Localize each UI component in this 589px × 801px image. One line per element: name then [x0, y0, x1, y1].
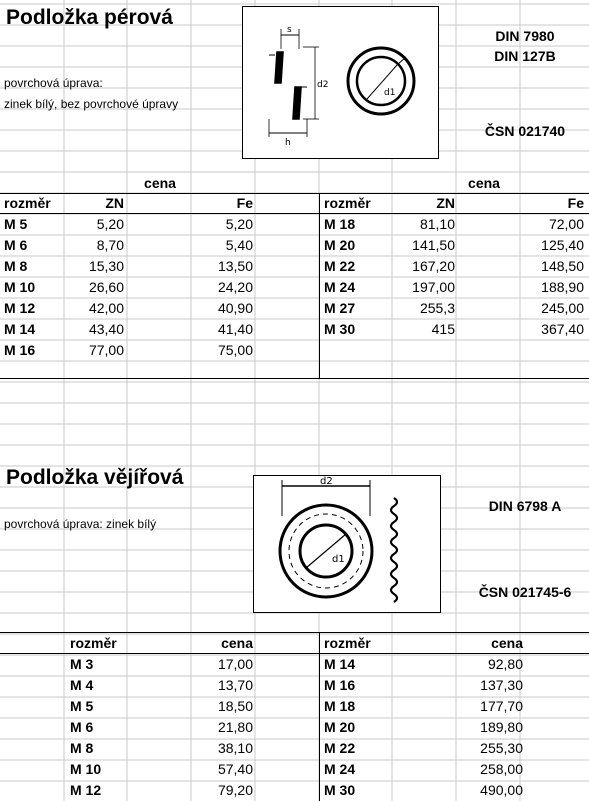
row-zn-price: 415 — [431, 321, 455, 337]
row-zn-price: 26,60 — [88, 279, 124, 295]
row-size: M 18 — [324, 216, 356, 232]
row-price: 38,10 — [217, 740, 253, 756]
serrated-washer-figure — [254, 476, 440, 612]
row-size: M 16 — [4, 342, 36, 358]
row-size: M 5 — [4, 216, 28, 232]
row-size: M 10 — [4, 279, 36, 295]
row-zn-price: 8,70 — [96, 237, 124, 253]
section1-standard-1: DIN 7980 — [495, 28, 555, 44]
drawing-label-h: h — [285, 138, 291, 148]
section2-col-price-left: cena — [221, 635, 253, 651]
section1-col-size-right: rozměr — [324, 195, 371, 211]
section2-surface: povrchová úprava: zinek bílý — [4, 517, 157, 531]
spring-washer-drawing — [242, 6, 439, 159]
section1-cena-right: cena — [468, 175, 500, 191]
row-fe-price: 245,00 — [541, 300, 584, 316]
row-size: M 27 — [324, 300, 356, 316]
row-price: 21,80 — [217, 719, 253, 735]
row-zn-price: 255,3 — [419, 300, 455, 316]
section2-center-divider — [319, 632, 320, 801]
section1-col-zn-left: ZN — [105, 195, 124, 211]
row-fe-price: 188,90 — [541, 279, 584, 295]
row-size: M 10 — [70, 761, 102, 777]
row-size: M 20 — [324, 237, 356, 253]
row-size: M 18 — [324, 698, 356, 714]
row-size: M 12 — [70, 782, 102, 798]
section1-center-divider — [319, 193, 320, 379]
row-size: M 8 — [70, 740, 94, 756]
serrated-washer-drawing — [253, 475, 441, 613]
section1-col-fe-left: Fe — [236, 195, 253, 211]
section1-col-fe-right: Fe — [567, 195, 584, 211]
row-fe-price: 367,40 — [541, 321, 584, 337]
row-price: 258,00 — [480, 761, 523, 777]
row-price: 189,80 — [480, 719, 523, 735]
section1-csn: ČSN 021740 — [484, 123, 566, 139]
section1-columns-rule — [0, 213, 589, 214]
section1-cena-left: cena — [144, 175, 176, 191]
section2-csn: ČSN 021745-6 — [478, 584, 572, 600]
row-size: M 24 — [324, 761, 356, 777]
section2-header-rule — [0, 653, 589, 654]
row-size: M 22 — [324, 740, 356, 756]
row-size: M 16 — [324, 677, 356, 693]
row-size: M 3 — [70, 656, 94, 672]
row-zn-price: 141,50 — [412, 237, 455, 253]
row-price: 18,50 — [217, 698, 253, 714]
section2-col-price-right: cena — [491, 635, 523, 651]
section1-bottom-rule — [0, 378, 589, 379]
section1-col-zn-right: ZN — [436, 195, 455, 211]
row-size: M 30 — [324, 782, 356, 798]
row-price: 177,70 — [480, 698, 523, 714]
row-size: M 14 — [324, 656, 356, 672]
row-size: M 6 — [70, 719, 94, 735]
section1-surface-label: povrchová úprava: — [4, 76, 103, 90]
row-zn-price: 167,20 — [412, 258, 455, 274]
row-zn-price: 5,20 — [96, 216, 124, 232]
row-size: M 22 — [324, 258, 356, 274]
row-fe-price: 5,40 — [225, 237, 253, 253]
drawing-label-d1: d1 — [384, 88, 396, 98]
row-fe-price: 148,50 — [541, 258, 584, 274]
section1-surface-value: zinek bílý, bez povrchové úpravy — [4, 97, 179, 111]
section1-header-rule — [0, 193, 589, 194]
row-price: 79,20 — [217, 782, 253, 798]
row-fe-price: 24,20 — [217, 279, 253, 295]
section2-standard: DIN 6798 A — [488, 498, 562, 514]
row-price: 17,00 — [217, 656, 253, 672]
drawing2-label-d2: d2 — [320, 476, 333, 487]
row-zn-price: 77,00 — [88, 342, 124, 358]
row-size: M 14 — [4, 321, 36, 337]
row-fe-price: 13,50 — [217, 258, 253, 274]
section2-col-size-right: rozměr — [324, 635, 371, 651]
row-fe-price: 41,40 — [217, 321, 253, 337]
row-size: M 8 — [4, 258, 28, 274]
row-price: 255,30 — [480, 740, 523, 756]
row-price: 92,80 — [487, 656, 523, 672]
row-fe-price: 5,20 — [225, 216, 253, 232]
spring-washer-figure — [243, 7, 438, 158]
row-size: M 12 — [4, 300, 36, 316]
row-zn-price: 15,30 — [88, 258, 124, 274]
row-zn-price: 42,00 — [88, 300, 124, 316]
row-fe-price: 75,00 — [217, 342, 253, 358]
section2-title: Podložka vějířová — [6, 466, 184, 489]
row-price: 490,00 — [480, 782, 523, 798]
row-fe-price: 125,40 — [541, 237, 584, 253]
row-size: M 4 — [70, 677, 94, 693]
row-size: M 24 — [324, 279, 356, 295]
section2-top-rule — [0, 632, 589, 633]
row-price: 13,70 — [217, 677, 253, 693]
drawing-label-d2: d2 — [317, 80, 329, 90]
row-zn-price: 197,00 — [412, 279, 455, 295]
row-size: M 20 — [324, 719, 356, 735]
row-price: 57,40 — [217, 761, 253, 777]
row-zn-price: 43,40 — [88, 321, 124, 337]
row-size: M 30 — [324, 321, 356, 337]
row-fe-price: 40,90 — [217, 300, 253, 316]
row-price: 137,30 — [480, 677, 523, 693]
drawing-label-s: s — [287, 25, 292, 35]
row-fe-price: 72,00 — [548, 216, 584, 232]
section2-col-size-left: rozměr — [70, 635, 117, 651]
row-size: M 5 — [70, 698, 94, 714]
section1-col-size-left: rozměr — [4, 195, 51, 211]
section1-title: Podložka pérová — [6, 6, 173, 29]
drawing2-label-d1: d1 — [332, 554, 345, 565]
row-size: M 6 — [4, 237, 28, 253]
section1-standard-2: DIN 127B — [494, 48, 556, 64]
row-zn-price: 81,10 — [419, 216, 455, 232]
